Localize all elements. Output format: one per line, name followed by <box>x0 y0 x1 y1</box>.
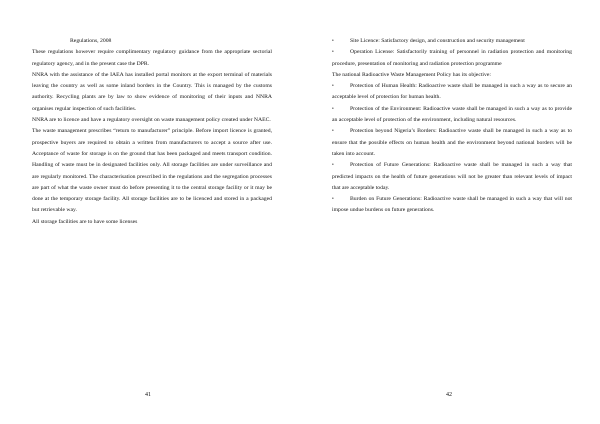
bullet-icon: • <box>332 163 334 169</box>
bullet-icon: • <box>332 39 334 44</box>
bullet-text: Protection beyond Nigeria’s Borders: Radioactive waste shall be managed in such a way as to ensure that the possible effects on human health and the environment beyond national borders will be taken into account. <box>332 128 572 157</box>
bullet-item <box>332 126 572 160</box>
bullet-icon: • <box>332 84 334 90</box>
bullet-icon: • <box>332 50 334 56</box>
left-page <box>32 36 272 228</box>
bullet-text: Site Licence: Satisfactory design, and construction and security management <box>350 38 525 44</box>
bullet-item <box>332 104 572 127</box>
bullet-text: Protection of Human Health: Radioactive waste shall be managed in such a way as to secure an acceptable level of protection for human health. <box>332 83 572 101</box>
bullet-item <box>332 81 572 104</box>
left-paragraph: The waste management prescribes “return to manufacturer” principle. Before import licence is granted, prospective buyers are required to obtain a written from manufacturers to accept a source after use. Acceptance of waste for storage is on the ground that has been packaged and meets transport condition. Handling of waste must be in designated facilities only. All storage facilities are under surveillance and are regularly monitored. The characterisation prescribed in the regulations and the segregation processes are part of what the waste owner must do before presenting it to the central storage facility or it may be done at the temporary storage facility. All storage facilities are to be licenced and stored in a packaged but retrievable way. <box>32 128 272 214</box>
bullet-text: Operation License: Satisfactorily training of personnel in radiation protection and monitoring procedure, presentation of monitoring and radiation protection programme <box>332 49 572 67</box>
bullet-icon: • <box>332 106 334 112</box>
page-number-left: 41 <box>145 392 151 398</box>
bullet-text: Protection of Future Generations: Radioactive waste shall be managed in such a way that predicted impacts on the health of future generations will not be greater than relevant levels of impact that are acceptable today. <box>332 162 572 191</box>
bullet-icon: • <box>332 129 334 135</box>
bullet-item <box>332 160 572 194</box>
left-paragraph: All storage facilities are to have some licenses <box>32 218 138 225</box>
right-page <box>332 36 572 217</box>
left-paragraph: These regulations however require complimentary regulatory guidance from the appropriate sectorial regulatory agency, and in the present case the DPR. <box>32 49 272 67</box>
bullet-item <box>332 47 572 70</box>
bullet-text: Burden on Future Generations: Radioactive waste shall be managed in such a way that will not impose undue burdens on future generations. <box>332 196 572 214</box>
bullet-icon: • <box>332 197 334 203</box>
left-paragraph: NNRA are to licence and have a regulatory oversight on waste management policy created under NAEC. <box>32 117 271 124</box>
bullet-text: Protection of the Environment: Radioactive waste shall be managed in such a way as to provide an acceptable level of protection of the environment, including natural resources. <box>332 105 572 124</box>
bullet-item <box>332 194 572 217</box>
right-paragraph: The national Radioactive Waste Management Policy has its objective: <box>332 71 491 78</box>
page-number-right: 42 <box>446 392 452 398</box>
bullet-item <box>332 36 572 47</box>
left-paragraph: Regulations, 2008 <box>70 38 112 44</box>
left-paragraph: NNRA with the assistance of the IAEA has installed portal monitors at the export terminal of materials leaving the country as well as some inland borders in the Country. This is managed by the customs authority. Recycling plants are by law to show evidence of monitoring of their inputs and NNRA organises regular inspection of such facilities. <box>32 71 272 112</box>
